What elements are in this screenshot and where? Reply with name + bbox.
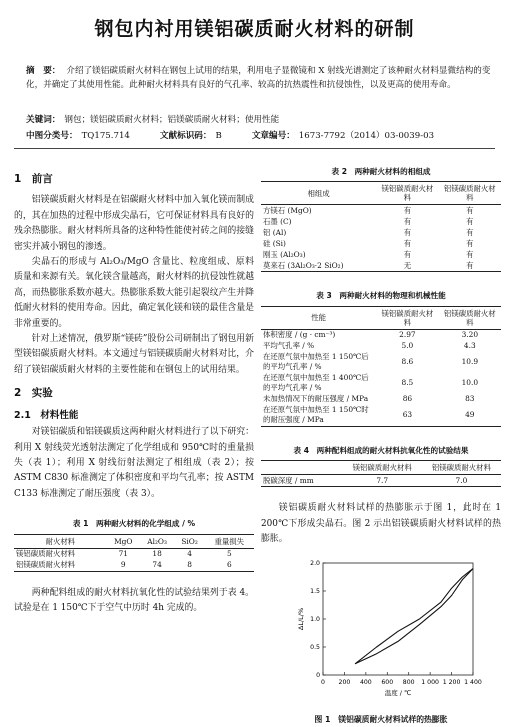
plot-frame bbox=[323, 563, 473, 675]
x-tick-label: 600 bbox=[381, 679, 394, 687]
table-cell: 脱碳深度 / mm bbox=[261, 475, 343, 487]
table-row bbox=[14, 548, 254, 560]
y-tick-label: 0 bbox=[316, 672, 320, 680]
table-cell: 莫来石 (3Al₂O₃·2 SiO₂) bbox=[261, 260, 376, 272]
table-cell: 有 bbox=[466, 249, 474, 259]
clc-value: TQ175.714 bbox=[81, 131, 130, 141]
section-1-paragraph-3: 针对上述情况，俄罗斯“镁砖”股份公司研制出了钢包用新型镁铝碳质耐火材料。本文通过与铝镁碳质耐火材料对比，介绍了镁铝碳质耐火材料的主要性能和在钢包上的试用结果。 bbox=[14, 334, 254, 375]
doc-code bbox=[160, 129, 222, 143]
table-cell: 铝 (Al) bbox=[263, 227, 287, 237]
table-cell: 5 bbox=[226, 549, 232, 559]
table-2-caption: 表 2 两种耐火材料的相组成 bbox=[331, 167, 431, 176]
section-1-paragraph-2: 尖晶石的形成与 Al₂O₃/MgO 含量比、粒度组成、原料质量和来源有关。氧化镁含量越高，耐火材料的抗侵蚀性就越高，而热膨胀系数亦越大。热膨胀系数大能引起裂纹产生并降低耐火材料的使用寿命。因此，确定氧化镁和镁的最佳含量是非常重要的。 bbox=[14, 257, 254, 329]
table-cell: 5.0 bbox=[401, 341, 414, 351]
table-cell: 74 bbox=[140, 560, 175, 572]
table-cell: 4 bbox=[187, 549, 192, 559]
table-cell: 有 bbox=[403, 249, 412, 259]
table-cell: 83 bbox=[465, 394, 475, 404]
heating-curve bbox=[355, 569, 473, 664]
article-no-value: 1673-7792（2014）03-0039-03 bbox=[298, 131, 435, 141]
table-cell: 镁铝碳质耐火材料 bbox=[16, 549, 76, 559]
table-cell: 有 bbox=[466, 216, 474, 226]
thermal-expansion-chart bbox=[261, 553, 501, 703]
table-row bbox=[261, 352, 501, 373]
header-divider bbox=[14, 148, 495, 149]
y-tick-label: 2.0 bbox=[310, 560, 320, 568]
table-cell: 4.3 bbox=[463, 341, 476, 351]
table-row bbox=[14, 560, 254, 572]
table-2 bbox=[261, 181, 501, 272]
table-row bbox=[261, 227, 501, 238]
y-tick-label: 1.5 bbox=[310, 588, 320, 596]
x-axis-label: 温度 / ℃ bbox=[384, 689, 412, 698]
table-cell: 在还原气氛中加热至 1 150℃后的平均气孔率 / % bbox=[263, 352, 369, 372]
table-header-cell: 镁铝碳质耐火材料 bbox=[343, 461, 422, 475]
section-2-heading: 2 实验 bbox=[14, 387, 53, 400]
right-paragraph: 镁铝碳质耐火材料试样的热膨胀示于图 1，此时在 1 200℃下形成尖晶石。图 2 示出铝镁碳质耐火材料试样的热膨胀。 bbox=[261, 503, 501, 545]
right-column bbox=[261, 162, 501, 727]
table-cell: 有 bbox=[403, 216, 412, 226]
abstract-text: 介绍了镁铝碳质耐火材料在钢包上试用的结果，利用电子显微镜和 X 射线光谱测定了该种耐火材料显微结构的变化，并确定了其使用性能。此种耐火材料具有良好的气孔率、较高的抗热震性和抗侵蚀性，以及更高的使用寿命。 bbox=[26, 66, 491, 90]
classification-line bbox=[26, 129, 491, 143]
table-cell: 在还原气氛中加热至 1 150℃时的耐压强度 / MPa bbox=[261, 405, 376, 427]
table-row bbox=[261, 341, 501, 352]
table-1 bbox=[14, 534, 254, 572]
table-cell: 未加热情况下的耐压强度 / MPa bbox=[263, 394, 369, 404]
table-cell: 3.20 bbox=[461, 330, 479, 340]
table-cell: 有 bbox=[403, 238, 412, 248]
abstract-label: 摘 要： bbox=[26, 66, 61, 76]
table-header-cell: MgO bbox=[107, 534, 140, 548]
table-header-cell: SiO₂ bbox=[175, 534, 205, 548]
table-cell: 10.9 bbox=[461, 357, 479, 367]
table-row bbox=[261, 373, 501, 394]
table-row bbox=[261, 238, 501, 249]
paper-title: 钢包内衬用镁铝碳质耐火材料的研制 bbox=[94, 18, 415, 40]
clc-label: 中图分类号： bbox=[26, 131, 78, 141]
table-cell: 8.6 bbox=[401, 357, 414, 367]
table-row bbox=[261, 475, 501, 487]
table-header-cell: 铝镁碳质耐火材料 bbox=[439, 306, 501, 329]
abstract bbox=[26, 64, 491, 92]
table-header-cell: 重量损失 bbox=[205, 534, 254, 548]
table-cell: 8.5 bbox=[401, 378, 414, 388]
table-header-cell: 相组成 bbox=[261, 182, 376, 205]
table-cell: 铝镁碳质耐火材料 bbox=[14, 560, 107, 572]
table-cell: 刚玉 (Al₂O₃) bbox=[263, 249, 306, 259]
keywords-text: 钢包；镁铝碳质耐火材料；铝镁碳质耐火材料；使用性能 bbox=[64, 115, 280, 125]
left-column bbox=[14, 168, 254, 616]
table-cell: 石墨 (C) bbox=[263, 216, 292, 226]
table-cell: 有 bbox=[466, 227, 474, 237]
table-cell: 有 bbox=[439, 260, 501, 272]
table-cell: 有 bbox=[403, 205, 412, 215]
table-cell: 有 bbox=[403, 227, 412, 237]
table-row bbox=[261, 394, 501, 405]
x-tick-label: 200 bbox=[338, 679, 351, 687]
table-4 bbox=[261, 460, 501, 487]
section-1-heading: 1 前言 bbox=[14, 173, 53, 185]
table-cell: 63 bbox=[376, 405, 438, 427]
table-cell: 硅 (Si) bbox=[263, 238, 286, 248]
table-cell: 体积密度 / (g · cm⁻³) bbox=[263, 330, 336, 340]
table-header-cell: 铝镁碳质耐火材料 bbox=[439, 182, 501, 205]
table-row bbox=[261, 216, 501, 227]
table-row bbox=[261, 249, 501, 260]
table-header-cell: 性能 bbox=[261, 306, 376, 329]
x-tick-label: 0 bbox=[321, 679, 325, 687]
table-cell: 方镁石 (MgO) bbox=[263, 205, 312, 215]
table-cell: 10.0 bbox=[461, 378, 479, 388]
y-axis-label: ΔL/L/% bbox=[297, 608, 305, 631]
table-header-cell: Al₂O₃ bbox=[140, 534, 175, 548]
keywords-label: 关键词： bbox=[26, 115, 61, 125]
table-cell: 7.7 bbox=[343, 475, 422, 487]
table-cell: 无 bbox=[376, 260, 438, 272]
x-tick-label: 1 200 bbox=[442, 679, 461, 687]
table-cell: 86 bbox=[402, 394, 413, 404]
table-header-cell: 耐火材料 bbox=[14, 534, 107, 548]
table-cell: 49 bbox=[439, 405, 501, 427]
y-tick-label: 0.5 bbox=[310, 644, 320, 652]
x-tick-label: 1 400 bbox=[464, 679, 482, 687]
table-1-caption: 表 1 两种耐火材料的化学组成 / % bbox=[72, 519, 196, 529]
table-3 bbox=[261, 306, 501, 427]
table-cell: 9 bbox=[107, 560, 140, 572]
table-cell: 平均气孔率 / % bbox=[263, 341, 315, 351]
doc-code-label: 文献标识码： bbox=[159, 131, 212, 141]
x-tick-label: 1 000 bbox=[421, 679, 440, 687]
table-cell: 在还原气氛中加热至 1 400℃后的平均气孔率 / % bbox=[263, 373, 369, 393]
table-cell: 2.97 bbox=[399, 330, 416, 340]
x-tick-label: 800 bbox=[402, 679, 415, 687]
table-cell: 有 bbox=[466, 238, 474, 248]
section-2-1-paragraph: 对镁铝碳质和铝镁碳质这两种耐火材料进行了以下研究：利用 X 射线荧光透射法测定了化学组成和 950℃时的重量损失（表 1）；利用 X 射线衍射法测定了相组成（表 2）；按 ASTM C830 标准测定了体积密度和平均气孔率；按 ASTM C133 标准测定了耐压强度（表 3）。 bbox=[14, 427, 254, 499]
article-number bbox=[252, 129, 434, 143]
clc-number bbox=[26, 129, 130, 143]
table-row bbox=[261, 205, 501, 217]
figure-1-caption: 图 1 镁铝碳质耐火材料试样的热膨胀 bbox=[314, 714, 448, 724]
table-row bbox=[261, 260, 501, 272]
section-2-1-heading: 2.1 材料性能 bbox=[14, 409, 79, 421]
table-cell: 有 bbox=[466, 205, 474, 215]
table-row bbox=[261, 405, 501, 427]
table-cell: 18 bbox=[152, 549, 162, 559]
doc-code-value: B bbox=[215, 131, 222, 141]
table-header-cell bbox=[261, 461, 343, 475]
table-header-cell: 铝镁碳质耐火材料 bbox=[422, 461, 501, 475]
table-4-caption: 表 4 两种配料组成的耐火材料抗氧化性的试验结果 bbox=[293, 445, 469, 455]
keywords bbox=[26, 113, 491, 127]
y-tick-label: 1.0 bbox=[310, 616, 320, 624]
table-cell: 7.0 bbox=[422, 475, 501, 487]
table-3-caption: 表 3 两种耐火材料的物理和机械性能 bbox=[316, 291, 446, 301]
table-row bbox=[261, 329, 501, 341]
table-cell: 71 bbox=[118, 549, 128, 559]
section-1-paragraph-1: 铝镁碳质耐火材料是在铝碳耐火材料中加入氧化镁而制成的，其在加热的过程中形成尖晶石，它可保证材料具有良好的残余热膨胀。耐火材料所具备的这种特性能使衬砖之间的接缝密实并减小钢包的渗透。 bbox=[14, 195, 254, 252]
table-cell: 6 bbox=[205, 560, 254, 572]
left-bottom-paragraph: 两种配料组成的耐火材料抗氧化性的试验结果列于表 4。试验是在 1 150℃下于空气中历时 4h 完成的。 bbox=[14, 587, 254, 613]
article-no-label: 文章编号： bbox=[251, 131, 295, 141]
x-tick-label: 400 bbox=[359, 679, 372, 687]
table-cell: 8 bbox=[175, 560, 205, 572]
table-header-cell: 镁铝碳质耐火材料 bbox=[376, 182, 438, 205]
table-header-cell: 镁铝碳质耐火材料 bbox=[376, 306, 438, 329]
